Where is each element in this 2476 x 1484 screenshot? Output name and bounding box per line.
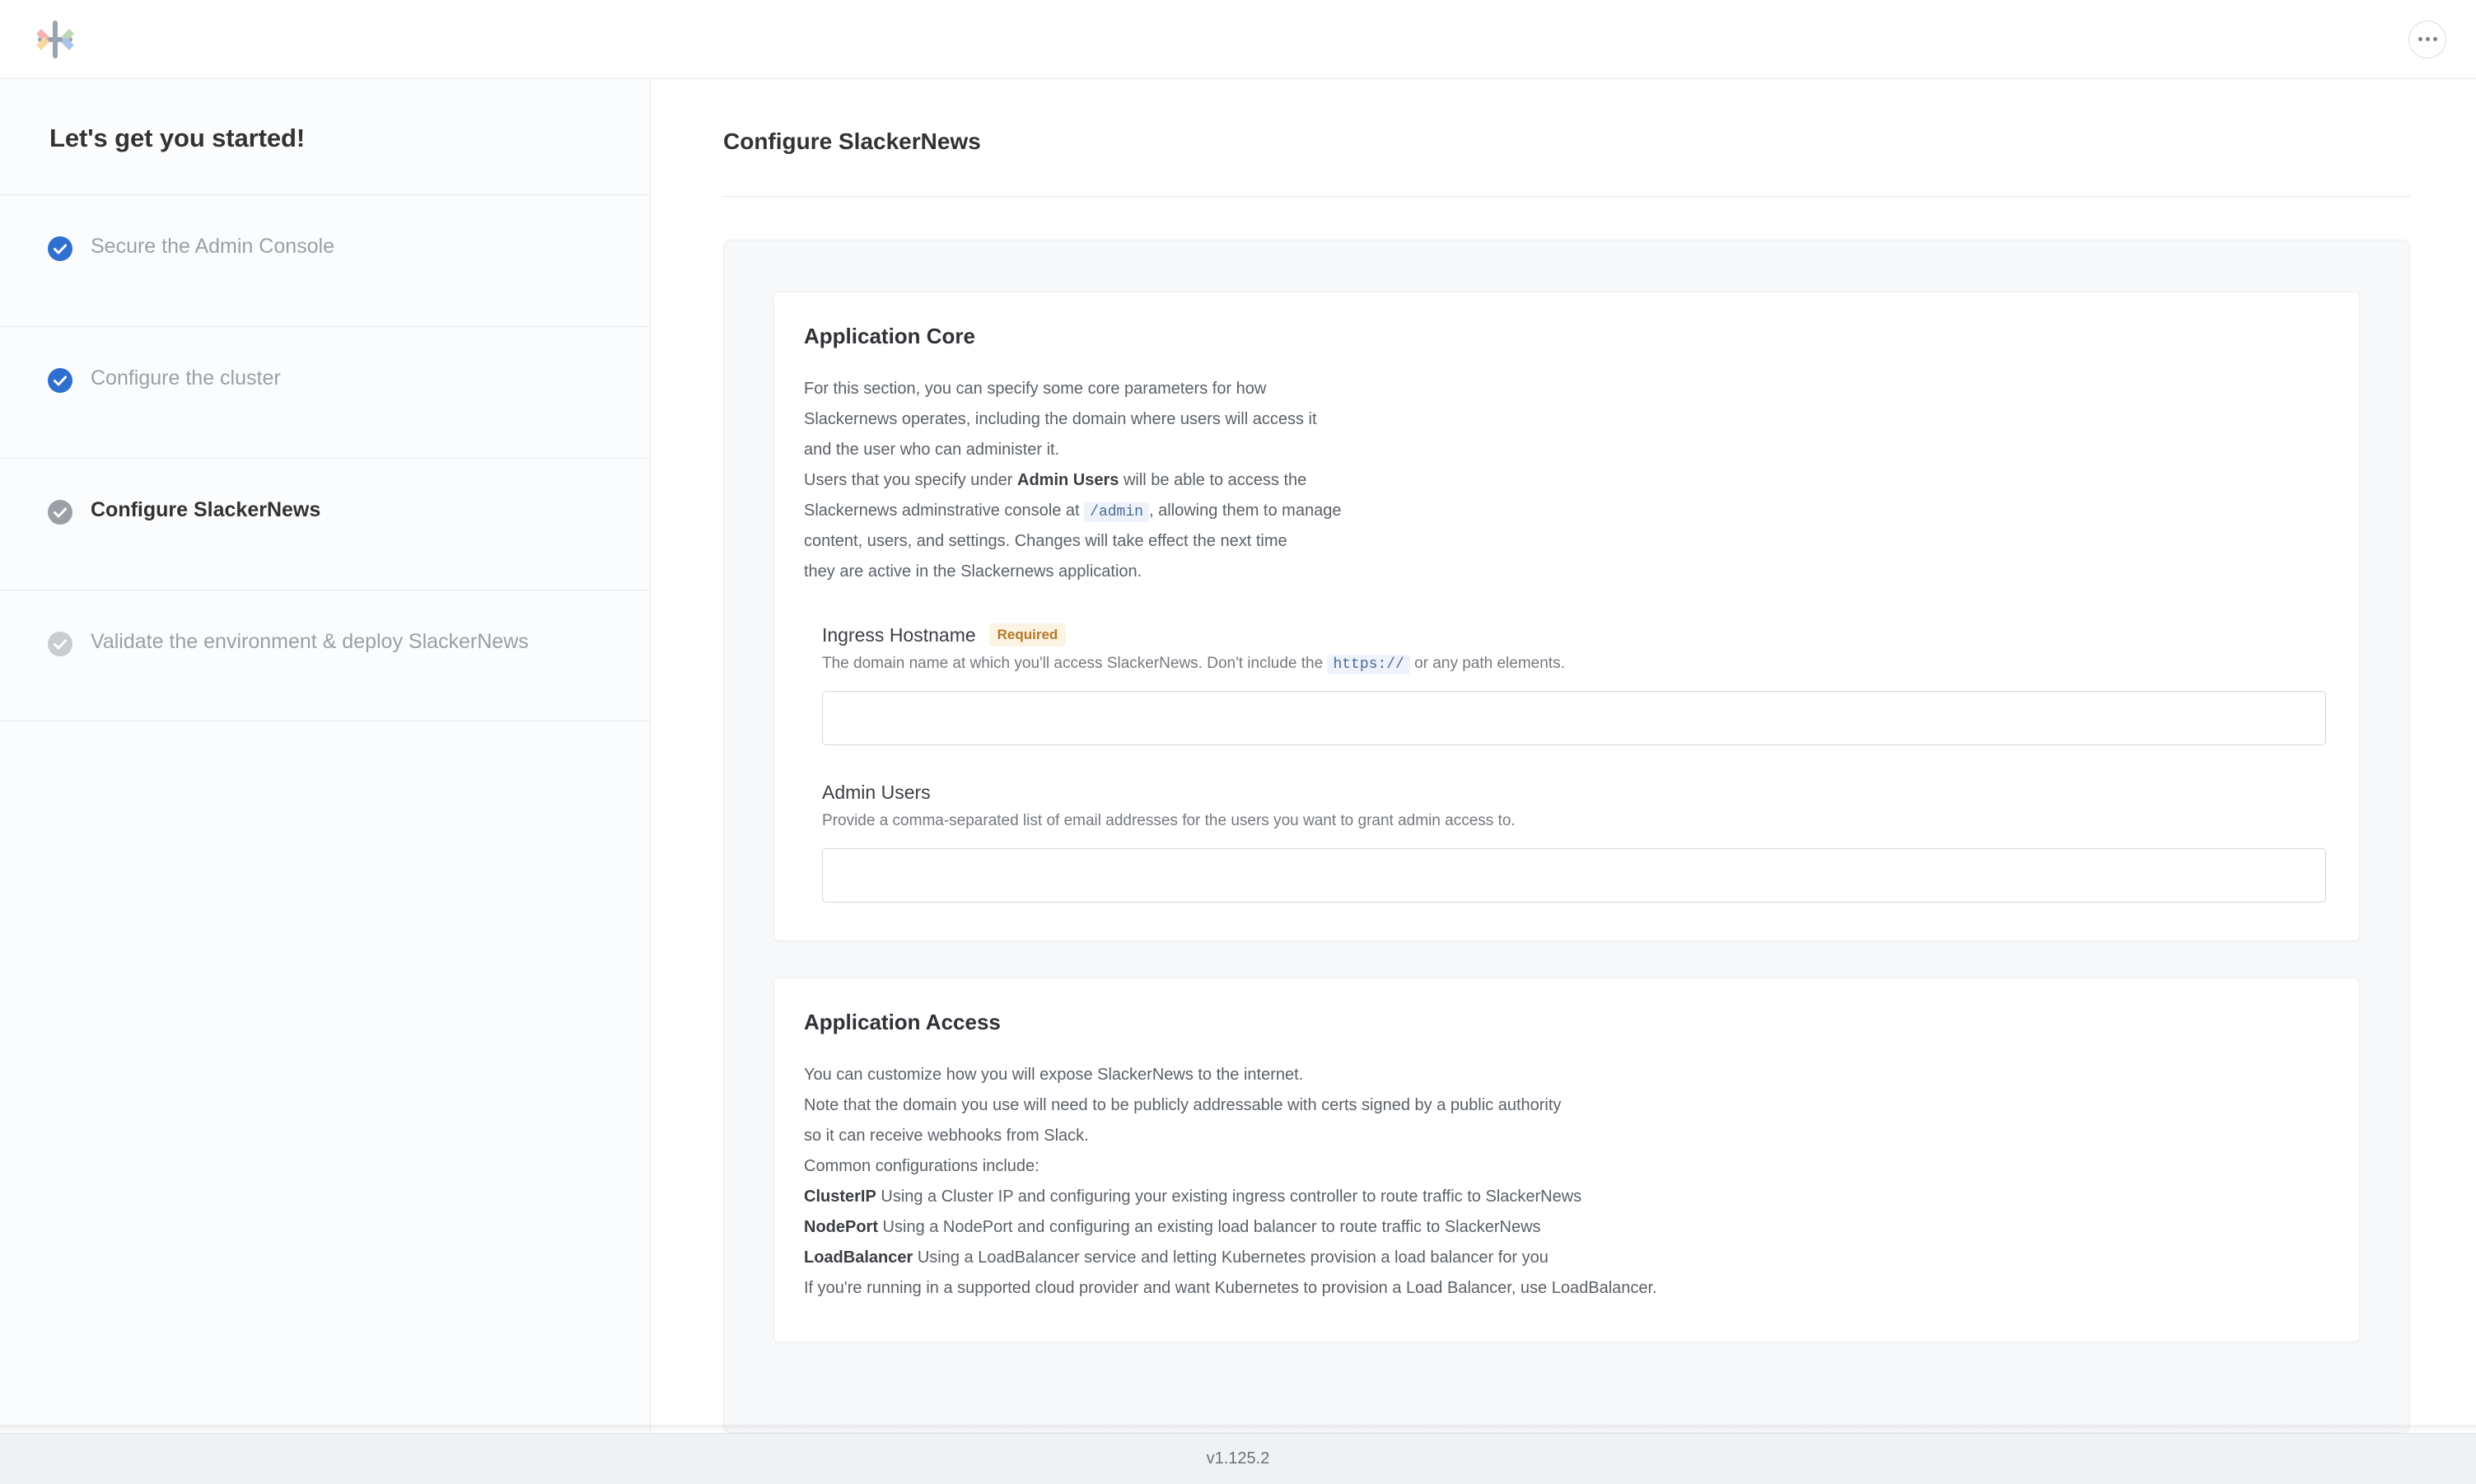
desc-line: and the user who can administer it. [804,441,1060,459]
desc-line: will be able to access the [1119,471,1307,489]
card-application-core [773,292,2360,941]
field-label-row [822,623,2329,646]
desc-line: Slackernews adminstrative console at [804,502,1085,520]
desc-line: Note that the domain you use will need to be publicly addressable with certs signed by a public authority [804,1096,1562,1115]
bullet-label-loadbalancer: LoadBalancer [804,1248,913,1267]
check-circle-filled-icon [48,368,72,393]
sidebar-title: Let's get you started! [49,124,306,152]
sidebar-item-secure-admin-console[interactable] [0,194,650,326]
field-label-row [822,782,2329,804]
sidebar-steps [0,194,650,721]
desc-line: so it can receive webhooks from Slack. [804,1127,1089,1146]
page-body [0,79,2476,1433]
main-content [651,79,2476,1433]
version-label: v1.125.2 [1206,1449,1270,1468]
sidebar-item-label: Configure the cluster [91,366,281,390]
help-text-after: or any path elements. [1409,655,1565,673]
sidebar-item-configure-the-cluster[interactable] [0,326,650,458]
card-description [804,374,2204,587]
card-application-access [773,978,2360,1342]
sidebar-item-label: Configure SlackerNews [91,498,321,521]
footer-version-bar [0,1433,2476,1484]
field-help-text [822,655,2329,673]
bullet-text: Using a NodePort and configuring an existing load balancer to route traffic to SlackerNews [878,1218,1541,1237]
kebab-dot [2418,37,2422,41]
page-title: Configure SlackerNews [723,128,2410,197]
desc-line: content, users, and settings. Changes will take effect the next time [804,532,1287,551]
desc-closing-line: If you're running in a supported cloud provider and want Kubernetes to provision a Load Balancer, use LoadBalancer. [804,1279,1657,1298]
help-text-before: The domain name at which you'll access SlackerNews. Don't include the [822,655,1328,673]
code-https-prefix: https:// [1327,655,1409,674]
sidebar-item-validate-and-deploy[interactable] [0,590,650,721]
admin-users-input[interactable] [822,848,2326,903]
bullet-label-nodeport: NodePort [804,1218,878,1237]
bullet-label-clusterip: ClusterIP [804,1188,876,1206]
check-circle-light-icon [48,632,72,656]
desc-bold-admin-users: Admin Users [1017,471,1119,489]
sidebar [0,79,651,1433]
ingress-hostname-input[interactable] [822,691,2326,745]
bullet-text: Using a LoadBalancer service and letting Kubernetes provision a load balancer for you [913,1248,1549,1267]
desc-line: , allowing them to manage [1148,502,1342,520]
check-circle-grey-icon [48,500,72,525]
card-heading: Application Core [804,324,976,348]
field-help-text: Provide a comma-separated list of email addresses for the users you want to grant admin access to. [822,812,1516,830]
bullet-text: Using a Cluster IP and configuring your existing ingress controller to route traffic to SlackerNews [876,1188,1582,1206]
kebab-dot [2433,37,2437,41]
field-admin-users [822,782,2329,903]
kebab-dot [2426,37,2430,41]
desc-line: For this section, you can specify some core parameters for how [804,380,1267,398]
sidebar-item-label: Validate the environment & deploy SlackerNews [91,630,529,653]
card-heading: Application Access [804,1010,1001,1035]
replicated-logo[interactable] [33,17,77,62]
desc-line: Slackernews operates, including the domain where users will access it [804,410,1317,428]
config-panel [723,240,2410,1433]
field-ingress-hostname [822,623,2329,745]
field-label: Admin Users [822,782,931,804]
field-label: Ingress Hostname [822,623,976,646]
sidebar-item-configure-slackernews[interactable] [0,458,650,590]
desc-line: they are active in the Slackernews application. [804,562,1142,581]
top-bar [0,0,2476,79]
card-description [804,1060,2204,1304]
check-circle-filled-icon [48,236,72,261]
desc-line: Users that you specify under [804,471,1018,489]
status-badge: Required [989,623,1067,646]
code-admin-path: /admin [1084,502,1149,522]
sidebar-item-label: Secure the Admin Console [91,235,335,258]
kebab-menu-icon[interactable] [2408,21,2446,58]
desc-line: You can customize how you will expose SlackerNews to the internet. [804,1066,1304,1085]
desc-line: Common configurations include: [804,1157,1039,1176]
